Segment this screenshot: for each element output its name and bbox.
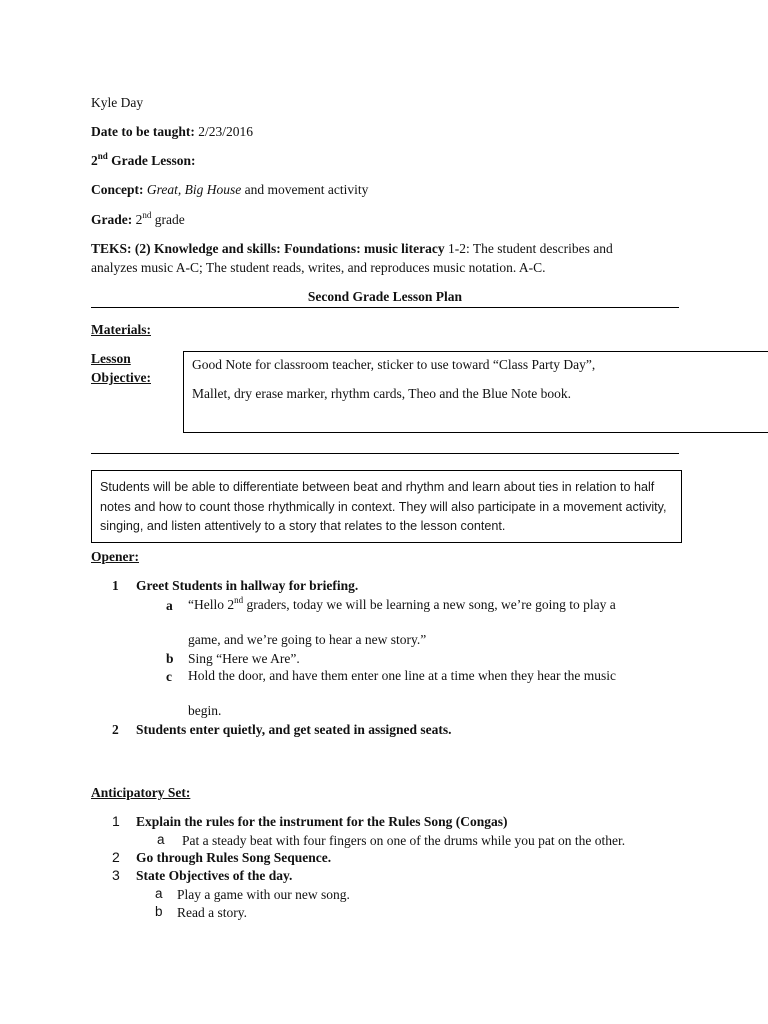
opener-1b-letter: b: [166, 651, 174, 666]
date-value: 2/23/2016: [198, 124, 254, 139]
teks-label: TEKS: (2) Knowledge and skills: Foundations: music literacy: [91, 241, 445, 256]
opener-1c-letter: c: [166, 669, 172, 684]
opener-1a-post: graders, today we will be learning a new song, we’re going to play a: [243, 597, 616, 612]
opener-item-1: Greet Students in hallway for briefing.: [136, 578, 359, 593]
anticipatory-1a-text: Pat a steady beat with four fingers on one of the drums while you pat on the other.: [182, 833, 626, 848]
grade-lesson-heading: [91, 150, 196, 169]
grade-sup: nd: [142, 209, 152, 220]
materials-divider: [91, 453, 679, 454]
concept-title: Great, Big House: [146, 182, 242, 197]
anticipatory-item-3-num: 3: [112, 867, 120, 883]
opener-1b-text: Sing “Here we Are”.: [188, 651, 300, 666]
concept-label: Concept:: [91, 182, 144, 197]
materials-label: Materials:: [91, 322, 151, 337]
opener-1a-text: [188, 594, 616, 613]
anticipatory-item-2: Go through Rules Song Sequence.: [136, 850, 332, 865]
grade-lesson-rest: Grade Lesson:: [107, 153, 196, 168]
opener-item-1-num: 1: [112, 578, 119, 593]
opener-1c-cont: begin.: [188, 703, 222, 718]
grade-num: 2: [135, 212, 143, 227]
opener-1a-pre: “Hello 2: [188, 597, 235, 612]
opener-1c-text: Hold the door, and have them enter one line at a time when they hear the music: [188, 668, 616, 683]
opener-item-2-num: 2: [112, 722, 119, 737]
grade-rest: grade: [151, 212, 185, 227]
teks-line1-rest: 1-2: The student describes and: [444, 241, 613, 256]
anticipatory-heading: Anticipatory Set:: [91, 785, 191, 800]
grade-lesson-num: 2: [91, 153, 98, 168]
anticipatory-item-2-num: 2: [112, 849, 120, 865]
grade-line: [91, 209, 185, 228]
anticipatory-3a-text: Play a game with our new song.: [177, 887, 350, 902]
grade-label: Grade:: [91, 212, 133, 227]
objective-label: [91, 370, 151, 386]
anticipatory-3b-text: Read a story.: [177, 905, 247, 920]
lesson-objective-label: [91, 351, 131, 367]
lesson-label: Lesson: [91, 351, 131, 366]
anticipatory-3b-letter: b: [155, 904, 163, 919]
anticipatory-3a-letter: a: [155, 886, 163, 901]
materials-line-1: Good Note for classroom teacher, sticker to use toward “Class Party Day”,: [192, 357, 596, 372]
opener-item-2: Students enter quietly, and get seated in assigned seats.: [136, 722, 452, 737]
title-divider: [91, 307, 679, 308]
materials-line-2: Mallet, dry erase marker, rhythm cards, Theo and the Blue Note book.: [192, 386, 571, 401]
date-label: Date to be taught:: [91, 124, 195, 139]
opener-heading: Opener:: [91, 549, 139, 564]
opener-1a-sup: nd: [234, 594, 244, 605]
date-line: [91, 124, 253, 140]
plan-title: Second Grade Lesson Plan: [307, 289, 463, 304]
anticipatory-item-3: State Objectives of the day.: [136, 868, 293, 883]
teks-line-1: [91, 241, 613, 257]
anticipatory-item-1: Explain the rules for the instrument for the Rules Song (Congas): [136, 814, 508, 829]
grade-lesson-sup: nd: [97, 150, 108, 161]
objective-label-text: Objective:: [91, 370, 151, 385]
opener-1a-letter: a: [166, 598, 173, 613]
anticipatory-item-1-num: 1: [112, 813, 120, 829]
concept-rest: and movement activity: [241, 182, 369, 197]
teks-line-2: analyzes music A-C; The student reads, writes, and reproduces music notation. A-C.: [91, 260, 546, 275]
author-name: Kyle Day: [91, 95, 144, 110]
concept-line: [91, 182, 368, 198]
anticipatory-1a-letter: a: [157, 832, 165, 847]
opener-1a-cont: game, and we’re going to hear a new story.”: [188, 632, 427, 647]
objective-box: Students will be able to differentiate between beat and rhythm and learn about ties in relation to half notes and how to count those rhythmically in context. They will also participate in a movement activity, singing, and listen attentively to a story that relates to the lesson content.: [91, 470, 682, 543]
